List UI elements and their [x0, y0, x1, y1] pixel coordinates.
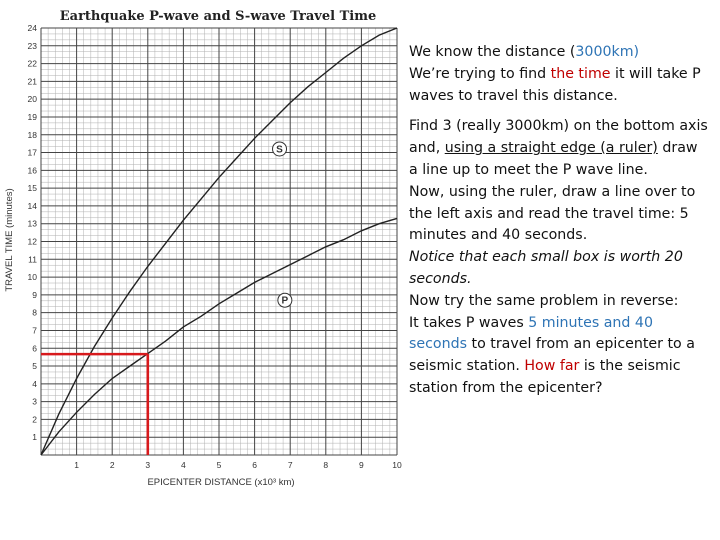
explanation-text — [409, 42, 709, 400]
annotation-layer — [41, 354, 148, 455]
y-tick-label: 23 — [27, 40, 37, 51]
y-tick-label: 4 — [32, 378, 37, 389]
step-read-time: Now, using the ruler, draw a line over to the left axis and read the travel time: 5 minutes and 40 seconds. — [409, 183, 696, 244]
y-tick-label: 24 — [27, 23, 37, 33]
x-tick-label: 1 — [74, 460, 79, 470]
y-tick-label: 17 — [27, 147, 37, 158]
text-fragment: We’re trying to find — [409, 65, 551, 82]
reverse-problem-intro: Now try the same problem in reverse: — [409, 292, 679, 309]
text-fragment: draw a line up to meet the P wave line. — [409, 140, 698, 178]
text-fragment: We know the distance ( — [409, 44, 576, 60]
x-tick-labels — [74, 460, 402, 470]
text-fragment: it will take P waves to travel this distance. — [409, 65, 701, 104]
x-tick-label: 4 — [181, 460, 186, 470]
y-tick-label: 9 — [32, 289, 37, 300]
curve-label-p: P — [281, 295, 289, 307]
y-tick-label: 19 — [27, 111, 37, 122]
y-tick-label: 1 — [32, 432, 37, 443]
reverse-problem-question — [409, 313, 709, 400]
y-tick-label: 21 — [27, 76, 37, 87]
x-tick-label: 9 — [359, 460, 364, 470]
y-tick-label: 20 — [27, 94, 37, 105]
y-tick-labels — [28, 23, 38, 442]
chart-grid-major — [41, 28, 397, 455]
y-tick-label: 2 — [32, 414, 37, 425]
x-tick-label: 3 — [145, 460, 151, 470]
y-tick-label: 6 — [32, 343, 37, 354]
highlight-given-time: 5 minutes and 40 seconds — [409, 314, 653, 353]
y-tick-label: 16 — [27, 165, 37, 176]
y-tick-label: 10 — [27, 272, 37, 283]
text-fragment: It takes P waves — [409, 314, 529, 331]
y-tick-label: 8 — [32, 307, 37, 318]
text-fragment: to travel from an epicenter to a seismic station. — [409, 336, 695, 375]
y-axis-label: TRAVEL TIME (minutes) — [4, 188, 15, 292]
chart-title: Earthquake P-wave and S-wave Travel Time — [59, 9, 377, 24]
goal-line — [409, 64, 709, 108]
x-axis-label: EPICENTER DISTANCE (x10³ km) — [147, 477, 295, 488]
highlight-how-far: How far — [524, 358, 580, 375]
x-tick-label: 2 — [109, 460, 115, 470]
highlight-time: the time — [550, 65, 611, 82]
y-tick-label: 11 — [28, 254, 37, 265]
x-tick-label: 6 — [252, 460, 257, 470]
curve-label-layer — [273, 142, 292, 307]
y-tick-label: 7 — [32, 325, 37, 336]
small-box-note: Notice that each small box is worth 20 seconds. — [409, 249, 683, 287]
y-tick-label: 3 — [32, 396, 37, 407]
y-tick-label: 13 — [27, 218, 37, 229]
curve-label-s: S — [276, 144, 283, 156]
x-tick-label: 10 — [392, 460, 402, 470]
y-tick-label: 14 — [27, 200, 37, 211]
text-fragment: is the seismic station from the epicenter? — [409, 358, 681, 396]
y-tick-label: 5 — [32, 361, 37, 372]
y-tick-label: 18 — [27, 129, 37, 140]
step-find-distance — [409, 116, 709, 181]
y-tick-label: 22 — [27, 58, 37, 69]
y-tick-label: 12 — [27, 236, 37, 247]
x-tick-label: 8 — [323, 460, 329, 470]
highlight-distance: 3000km) — [575, 44, 640, 60]
x-tick-label: 7 — [287, 460, 293, 470]
y-tick-label: 15 — [27, 183, 37, 194]
known-distance-line — [409, 42, 709, 64]
highlight-ruler: using a straight edge (a ruler) — [444, 140, 658, 157]
x-tick-label: 5 — [216, 460, 222, 470]
text-fragment: Find 3 (really 3000km) on the bottom axis and, — [409, 118, 708, 157]
